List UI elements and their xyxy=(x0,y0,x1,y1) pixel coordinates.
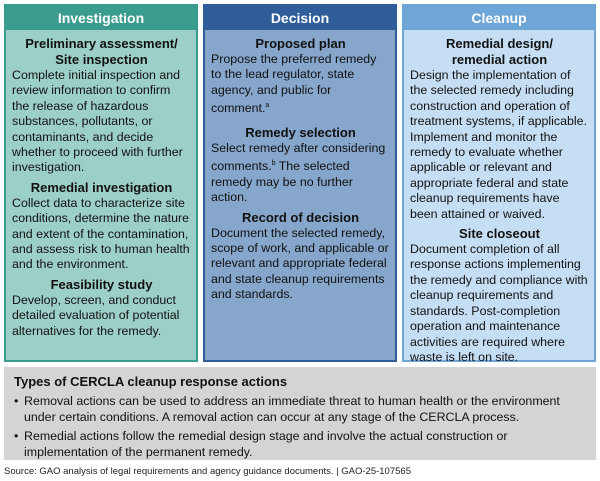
record-of-decision-section xyxy=(211,210,390,303)
section-title-line: Site inspection xyxy=(55,52,148,67)
section-text-body: Propose the preferred remedy to the lead regulator, state agency, and public for comment. xyxy=(211,52,377,116)
bullet-marker: • xyxy=(14,429,19,444)
proposed-plan-section xyxy=(211,36,390,117)
section-text: Develop, screen, and conduct detailed evaluation of potential alternatives for the remedy. xyxy=(12,292,180,338)
footnote-marker: b xyxy=(271,160,276,168)
section-title: Site closeout xyxy=(459,226,540,242)
section-title: Record of decision xyxy=(241,209,360,225)
removal-action-bullet xyxy=(14,394,586,425)
section-text: Design the implementation of the selected remedy including construction and operation of treatment systems, if applicable. Implement and monitor the remedy to evaluate whether applicable or relevant and appropriate federal and state cleanup requirements have been attained or waived. xyxy=(410,68,587,221)
section-text xyxy=(211,52,390,117)
footnote-marker: a xyxy=(265,102,270,110)
bullet-marker: • xyxy=(14,394,19,408)
section-title-line: Remedial design/ xyxy=(446,36,553,51)
remedy-selection-section xyxy=(211,125,390,206)
section-text: Document the selected remedy, scope of work, and applicable or relevant and appropriate federal and state cleanup requirements and standards. xyxy=(211,225,389,302)
remedial-action-bullet xyxy=(14,429,586,460)
section-title xyxy=(12,36,191,68)
remedial-investigation-section xyxy=(12,180,191,273)
feasibility-study-section xyxy=(12,277,191,339)
cleanup-column xyxy=(402,4,596,362)
bullet-text: Remedial actions follow the remedial design stage and involve the actual construction or implementation of the permanent remedy. xyxy=(24,429,508,459)
bullet-text: Removal actions can be used to address an immediate threat to human health or the environment under certain conditions. A removal action can occur at any stage of the CERCLA process. xyxy=(24,394,560,424)
site-closeout-section xyxy=(410,226,589,365)
types-title: Types of CERCLA cleanup response actions xyxy=(14,374,288,389)
response-action-types-box xyxy=(4,367,596,460)
section-text: Document completion of all response actions implementing the remedy and compliance with cleanup requirements and standards. Post-completion operation and maintenance activities are required where waste is left on site. xyxy=(410,242,588,364)
section-title: Feasibility study xyxy=(50,276,153,292)
section-title xyxy=(410,36,589,68)
section-text: Complete initial inspection and review information to confirm the release of hazardous substances, pollutants, or contaminants, and decide whether to proceed with further investigation. xyxy=(12,68,183,175)
section-title-line: Preliminary assessment/ xyxy=(25,36,178,51)
section-text-body: Select remedy after considering comments. xyxy=(211,140,386,174)
source-note: Source: GAO analysis of legal requirements and agency guidance documents. | GAO-25-107565 xyxy=(4,466,411,477)
cleanup-header: Cleanup xyxy=(404,6,594,30)
section-text: Collect data to characterize site conditions, determine the nature and extent of the contamination, and assess risk to human health and the environment. xyxy=(12,195,190,272)
section-title: Remedial investigation xyxy=(30,179,173,195)
decision-column xyxy=(203,4,397,362)
preliminary-assessment-section xyxy=(12,36,191,176)
investigation-header: Investigation xyxy=(6,6,196,30)
remedial-design-section xyxy=(410,36,589,222)
investigation-column xyxy=(4,4,198,362)
section-text xyxy=(211,141,390,206)
decision-header: Decision xyxy=(205,6,395,30)
section-title: Remedy selection xyxy=(245,124,356,140)
section-title: Proposed plan xyxy=(255,36,346,51)
section-title-line: remedial action xyxy=(451,52,548,67)
section-text-body: The selected remedy may be no further action. xyxy=(211,159,353,205)
